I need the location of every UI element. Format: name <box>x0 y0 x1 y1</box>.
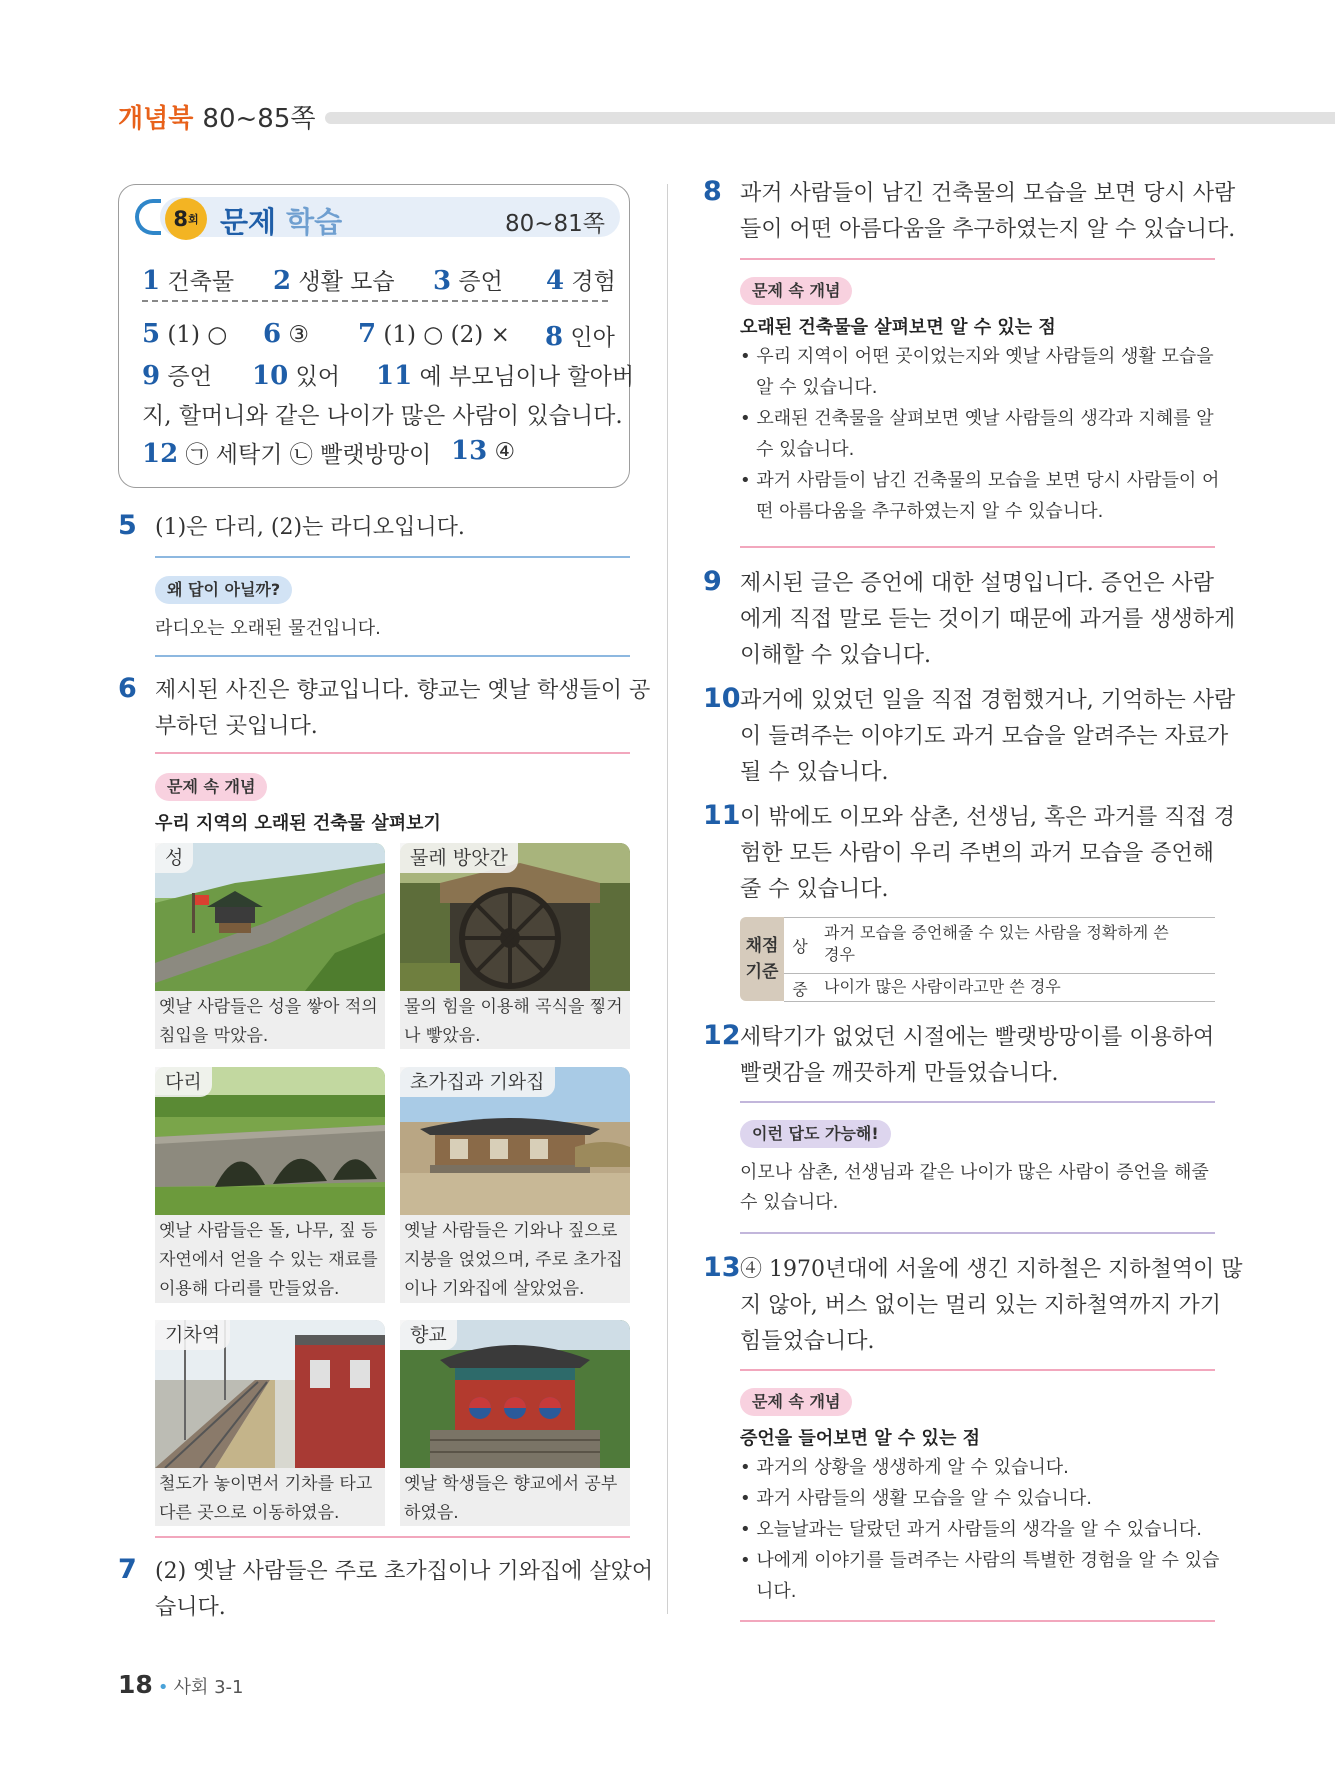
q8-line1: 과거 사람들이 남긴 건축물의 모습을 보면 당시 사람 <box>740 181 1236 206</box>
column-divider <box>667 184 668 1614</box>
photo-caption: 옛날 사람들은 성을 쌓아 적의 침입을 막았음. <box>155 991 385 1049</box>
q11-number: 11 <box>703 800 741 831</box>
q10-line2: 이 들려주는 이야기도 과거 모습을 알려주는 자료가 <box>740 724 1229 749</box>
answer-1: 1 건축물 <box>142 266 235 296</box>
scoring-row-high: 상 과거 모습을 증언해줄 수 있는 사람을 정확하게 쓴 경우 <box>784 917 1215 974</box>
q12-number: 12 <box>703 1020 741 1051</box>
footer-dot: • <box>157 1677 169 1698</box>
q11-line3: 줄 수 있습니다. <box>740 877 889 902</box>
q9-line2: 에게 직접 말로 듣는 것이기 때문에 과거를 생생하게 <box>740 607 1236 632</box>
round-number: 8 <box>173 207 188 231</box>
divider <box>740 546 1215 548</box>
why-not-pill: 왜 답이 아닐까? <box>155 576 292 604</box>
divider <box>740 1101 1215 1103</box>
answer-10: 10 있어 <box>252 361 340 391</box>
q9-line1: 제시된 글은 증언에 대한 설명입니다. 증언은 사람 <box>740 571 1214 596</box>
photo-caption: 옛날 사람들은 돌, 나무, 짚 등 자연에서 얻을 수 있는 재료를 이용해 다리를 만들었음. <box>155 1215 385 1303</box>
answer-11-cont: 지, 할머니와 같은 나이가 많은 사람이 있습니다. <box>142 403 623 429</box>
q8-number: 8 <box>703 176 722 207</box>
scoring-criteria-table <box>740 917 1215 1001</box>
header-pages: 80~85쪽 <box>202 104 316 134</box>
header-book: 개념북 <box>118 104 194 134</box>
why-not-text: 라디오는 오래된 물건입니다. <box>155 618 381 639</box>
q13-number: 13 <box>703 1252 741 1283</box>
concept-bullet: • 나에게 이야기를 들려주는 사람의 특별한 경험을 알 수 있습 <box>740 1550 1220 1571</box>
concept-pill: 문제 속 개념 <box>155 773 267 801</box>
summary-title <box>220 200 342 241</box>
concept-bullet-cont: 니다. <box>756 1581 797 1602</box>
concept-bullet: • 과거 사람들의 생활 모습을 알 수 있습니다. <box>740 1488 1092 1509</box>
concept-pill: 문제 속 개념 <box>740 1388 852 1416</box>
concept-bullet: • 과거 사람들이 남긴 건축물의 모습을 보면 당시 사람들이 어 <box>740 470 1220 491</box>
q13-line2: 지 않아, 버스 없이는 멀리 있는 지하철역까지 가기 <box>740 1293 1221 1318</box>
q5-text: (1)은 다리, (2)는 라디오입니다. <box>155 515 465 540</box>
photo-caption: 옛날 사람들은 기와나 짚으로 지붕을 얹었으며, 주로 초가집 이나 기와집에 살았었음. <box>400 1215 630 1303</box>
answer-8: 8 인아 <box>545 322 615 352</box>
q10-line1: 과거에 있었던 일을 직접 경험했거나, 기억하는 사람 <box>740 688 1236 713</box>
photo-tag: 다리 <box>155 1067 212 1097</box>
q9-line3: 이해할 수 있습니다. <box>740 643 931 668</box>
round-suffix: 회 <box>187 213 199 226</box>
photo-tag: 성 <box>155 843 193 873</box>
answer-6: 6 ③ <box>263 319 310 349</box>
answer-11: 11 예 부모님이나 할아버 <box>376 361 635 391</box>
divider <box>155 655 630 657</box>
q5-number: 5 <box>118 510 137 541</box>
q6-line2: 부하던 곳입니다. <box>155 714 318 739</box>
divider <box>155 556 630 558</box>
answer-12: 12 ㉠ 세탁기 ㉡ 빨랫방망이 <box>142 439 432 469</box>
summary-pages: 80~81쪽 <box>505 211 606 237</box>
q7-number: 7 <box>118 1554 137 1585</box>
answer-13: 13 ④ <box>451 436 516 466</box>
concept-heading: 증언을 들어보면 알 수 있는 점 <box>740 1428 980 1449</box>
photo-caption: 물의 힘을 이용해 곡식을 찧거 나 빻았음. <box>400 991 630 1049</box>
q12-line1: 세탁기가 없었던 시절에는 빨랫방망이를 이용하여 <box>740 1025 1215 1050</box>
concept-bullet-cont: 수 있습니다. <box>756 439 855 460</box>
concept-bullet-cont: 알 수 있습니다. <box>756 377 878 398</box>
concept-bullet: • 오늘날과는 달랐던 과거 사람들의 생각을 알 수 있습니다. <box>740 1519 1203 1540</box>
scoring-label: 채점 기준 <box>740 917 784 1001</box>
q7-line2: 습니다. <box>155 1595 226 1620</box>
alt-answer-pill: 이런 답도 가능해! <box>740 1120 891 1148</box>
scoring-row-mid: 중 나이가 많은 사람이라고만 쓴 경우 <box>784 973 1215 1002</box>
q9-number: 9 <box>703 566 722 597</box>
divider <box>155 752 630 754</box>
divider <box>740 1232 1215 1234</box>
footer-subject: 사회 3-1 <box>173 1677 244 1698</box>
photo-tag: 초가집과 기와집 <box>400 1067 555 1097</box>
answer-5: 5 (1) ○ <box>142 319 228 349</box>
q7-line1: (2) 옛날 사람들은 주로 초가집이나 기와집에 살았어 <box>155 1559 654 1584</box>
divider <box>740 1620 1215 1622</box>
photo-tag: 물레 방앗간 <box>400 843 518 873</box>
page-footer <box>118 1670 244 1699</box>
concept-pill: 문제 속 개념 <box>740 277 852 305</box>
photo-caption: 철도가 놓이면서 기차를 타고 다른 곳으로 이동하였음. <box>155 1468 385 1526</box>
summary-divider <box>142 300 608 302</box>
concept-heading: 오래된 건축물을 살펴보면 알 수 있는 점 <box>740 317 1056 338</box>
q10-line3: 될 수 있습니다. <box>740 760 889 785</box>
concept-bullet: • 오래된 건축물을 살펴보면 옛날 사람들의 생각과 지혜를 알 <box>740 408 1214 429</box>
header-bar <box>325 112 1335 124</box>
q6-line1: 제시된 사진은 향교입니다. 향교는 옛날 학생들이 공 <box>155 678 651 703</box>
answer-7: 7 (1) ○ (2) × <box>358 319 510 349</box>
answer-3: 3 증언 <box>433 266 503 296</box>
page-header <box>118 98 316 135</box>
concept-heading: 우리 지역의 오래된 건축물 살펴보기 <box>155 813 441 834</box>
answer-2: 2 생활 모습 <box>273 266 395 296</box>
q13-line3: 힘들었습니다. <box>740 1329 875 1354</box>
q6-number: 6 <box>118 673 137 704</box>
alt-answer-line1: 이모나 삼촌, 선생님과 같은 나이가 많은 사람이 증언을 해줄 <box>740 1162 1209 1183</box>
q11-line1: 이 밖에도 이모와 삼촌, 선생님, 혹은 과거를 직접 경 <box>740 805 1235 830</box>
divider <box>740 258 1215 260</box>
q13-line1: ④ 1970년대에 서울에 생긴 지하철은 지하철역이 많 <box>740 1257 1243 1282</box>
photo-tag: 향교 <box>400 1320 457 1350</box>
summary-title-a: 문제 <box>220 205 277 239</box>
round-badge <box>165 198 207 240</box>
divider <box>740 1369 1215 1371</box>
q8-line2: 들이 어떤 아름다움을 추구하였는지 알 수 있습니다. <box>740 217 1236 242</box>
divider <box>155 1536 630 1538</box>
q12-line2: 빨랫감을 깨끗하게 만들었습니다. <box>740 1061 1059 1086</box>
answer-4: 4 경험 <box>546 266 616 296</box>
photo-caption: 옛날 학생들은 향교에서 공부 하였음. <box>400 1468 630 1526</box>
alt-answer-line2: 수 있습니다. <box>740 1192 839 1213</box>
page-number: 18 <box>118 1670 153 1699</box>
photo-tag: 기차역 <box>155 1320 230 1350</box>
concept-bullet-cont: 떤 아름다움을 추구하였는지 알 수 있습니다. <box>756 501 1104 522</box>
q11-line2: 험한 모든 사람이 우리 주변의 과거 모습을 증언해 <box>740 841 1214 866</box>
concept-bullet: • 과거의 상황을 생생하게 알 수 있습니다. <box>740 1457 1069 1478</box>
summary-title-b: 학습 <box>286 205 343 239</box>
concept-bullet: • 우리 지역이 어떤 곳이었는지와 옛날 사람들의 생활 모습을 <box>740 346 1214 367</box>
answer-9: 9 증언 <box>142 361 212 391</box>
q10-number: 10 <box>703 683 741 714</box>
